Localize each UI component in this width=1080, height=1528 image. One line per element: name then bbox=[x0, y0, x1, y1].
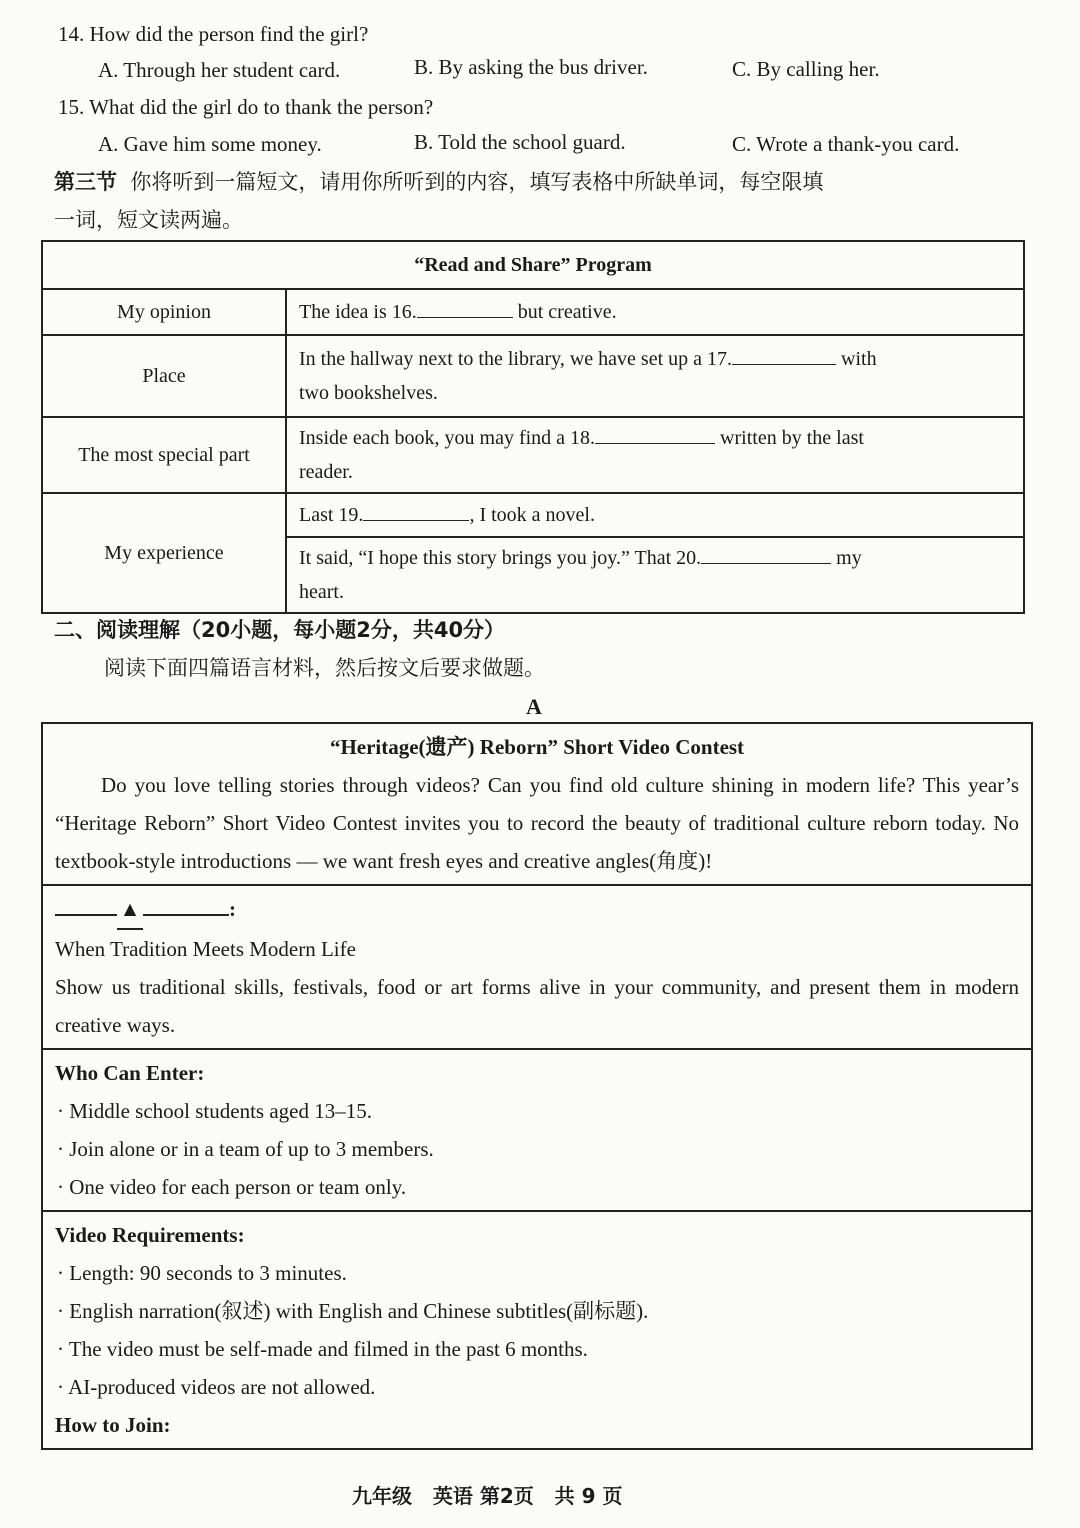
requirement-item: · Length: 90 seconds to 3 minutes. bbox=[57, 1261, 347, 1285]
theme-blank-line: ▲ : bbox=[55, 890, 1019, 930]
page-footer bbox=[352, 1478, 623, 1514]
row-content-experience-1: Last 19. , I took a novel. bbox=[286, 493, 1024, 537]
blank-17[interactable] bbox=[732, 346, 836, 365]
row-label-experience: My experience bbox=[42, 493, 286, 613]
row-content-place: In the hallway next to the library, we have set up a 17. with two bookshelves. bbox=[286, 335, 1024, 417]
passage-a-requirements-section bbox=[43, 1210, 1031, 1448]
who-item: · Join alone or in a team of up to 3 members. bbox=[57, 1137, 434, 1161]
row-content-special: Inside each book, you may find a 18. written by the last reader. bbox=[286, 417, 1024, 493]
blank-19[interactable] bbox=[363, 502, 469, 521]
footer-grade: 九年级 bbox=[352, 1484, 412, 1508]
requirement-item: · The video must be self-made and filmed in the past 6 months. bbox=[57, 1337, 588, 1361]
passage-letter: A bbox=[526, 694, 542, 719]
read-and-share-table bbox=[41, 240, 1025, 614]
blank-20[interactable] bbox=[701, 545, 831, 564]
question-15-option-c: C. Wrote a thank-you card. bbox=[732, 132, 960, 156]
theme-text: Show us traditional skills, festivals, food or art forms alive in your community, and present them in modern creative ways. bbox=[55, 975, 1019, 1037]
blank-18[interactable] bbox=[595, 425, 715, 444]
passage-a-title: “Heritage(遗产) Reborn” Short Video Contest bbox=[329, 735, 745, 759]
row-content-opinion: The idea is 16. but creative. bbox=[286, 289, 1024, 335]
table-title: “Read and Share” Program bbox=[42, 241, 1024, 289]
question-15-stem: 15. What did the girl do to thank the person? bbox=[58, 95, 434, 119]
row-content-experience-2: It said, “I hope this story brings you joy.” That 20. my heart. bbox=[286, 537, 1024, 613]
passage-a-box bbox=[41, 722, 1033, 1450]
row-label-special: The most special part bbox=[42, 417, 286, 493]
requirements-heading: Video Requirements: bbox=[55, 1223, 245, 1247]
question-15-option-a: A. Gave him some money. bbox=[98, 132, 322, 156]
passage-a-intro-section bbox=[43, 724, 1031, 884]
how-to-join-heading: How to Join: bbox=[55, 1413, 171, 1437]
requirement-item: · AI-produced videos are not allowed. bbox=[57, 1375, 376, 1399]
footer-total: 共 9 页 bbox=[554, 1484, 623, 1508]
requirement-item: · English narration(叙述) with English and Chinese subtitles(副标题). bbox=[57, 1299, 649, 1323]
section3-label: 第三节 bbox=[54, 170, 117, 194]
question-14-option-c: C. By calling her. bbox=[732, 57, 880, 81]
question-14-option-b: B. By asking the bus driver. bbox=[414, 55, 648, 79]
blank-marker-icon[interactable]: ▲ bbox=[117, 890, 143, 930]
passage-a-who-section bbox=[43, 1048, 1031, 1210]
section3-instruction-line2: 一词，短文读两遍。 bbox=[54, 208, 243, 232]
part2-instruction: 阅读下面四篇语言材料，然后按文后要求做题。 bbox=[104, 656, 545, 680]
question-14-option-a: A. Through her student card. bbox=[98, 58, 341, 82]
row-label-place: Place bbox=[42, 335, 286, 417]
question-15-option-b: B. Told the school guard. bbox=[414, 130, 626, 154]
blank-16[interactable] bbox=[417, 299, 513, 318]
passage-a-intro: Do you love telling stories through videos? Can you find old culture shining in modern life? This year’s “Heritage Reborn” Short Video Contest invites you to record the beauty of traditional culture reborn today. No textbook-style introductions — we want fresh eyes and creative angles(角度)! bbox=[55, 773, 1019, 873]
question-14-stem: 14. How did the person find the girl? bbox=[58, 22, 369, 46]
section3-instruction-line1: 你将听到一篇短文，请用你所听到的内容，填写表格中所缺单词，每空限填 bbox=[130, 170, 824, 194]
section3-instruction bbox=[54, 164, 1024, 200]
row-label-opinion: My opinion bbox=[42, 289, 286, 335]
passage-a-theme-section bbox=[43, 884, 1031, 1048]
who-heading: Who Can Enter: bbox=[55, 1061, 205, 1085]
part2-heading: 二、阅读理解（20小题，每小题2分，共40分） bbox=[54, 618, 506, 642]
footer-subject-page: 英语 第2页 bbox=[432, 1484, 534, 1508]
who-item: · Middle school students aged 13–15. bbox=[57, 1099, 372, 1123]
who-item: · One video for each person or team only. bbox=[57, 1175, 407, 1199]
theme-heading: When Tradition Meets Modern Life bbox=[55, 937, 356, 961]
